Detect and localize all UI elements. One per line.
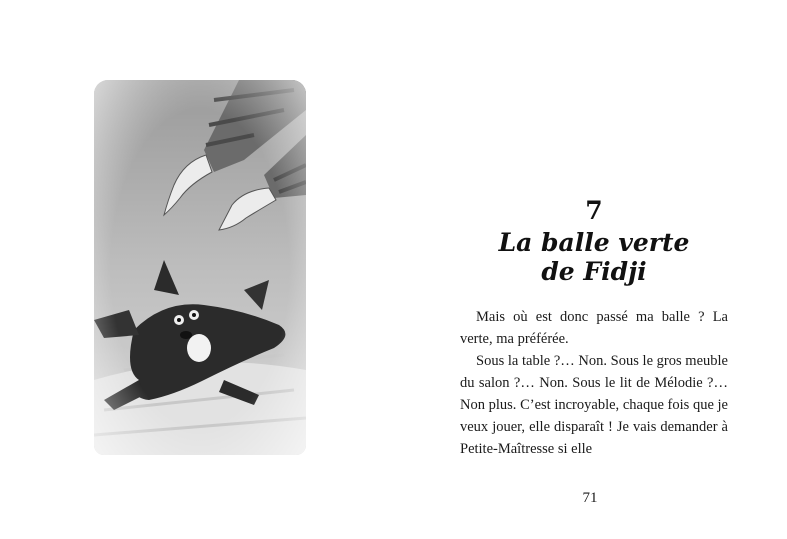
chapter-body (460, 306, 728, 460)
paragraph: Sous la table ?… Non. Sous le gros meuble du salon ?… Non. Sous le lit de Mélodie ?… Non plus. C’est incroyable, chaque fois que je veux jouer, elle disparaît ! Je vais demander à Petite-Maîtresse si elle (460, 353, 728, 457)
chapter-title (460, 228, 728, 286)
page-number: 71 (582, 490, 598, 506)
chapter-title-line2: de Fidji (541, 257, 647, 286)
chapter-illustration (94, 80, 306, 455)
chapter-number: 7 (585, 196, 603, 225)
paragraph: Mais où est donc passé ma balle ? La verte, ma préférée. (460, 309, 728, 347)
chapter-title-line1: La balle verte (498, 228, 690, 257)
dog-and-hands-drawing (94, 80, 306, 455)
